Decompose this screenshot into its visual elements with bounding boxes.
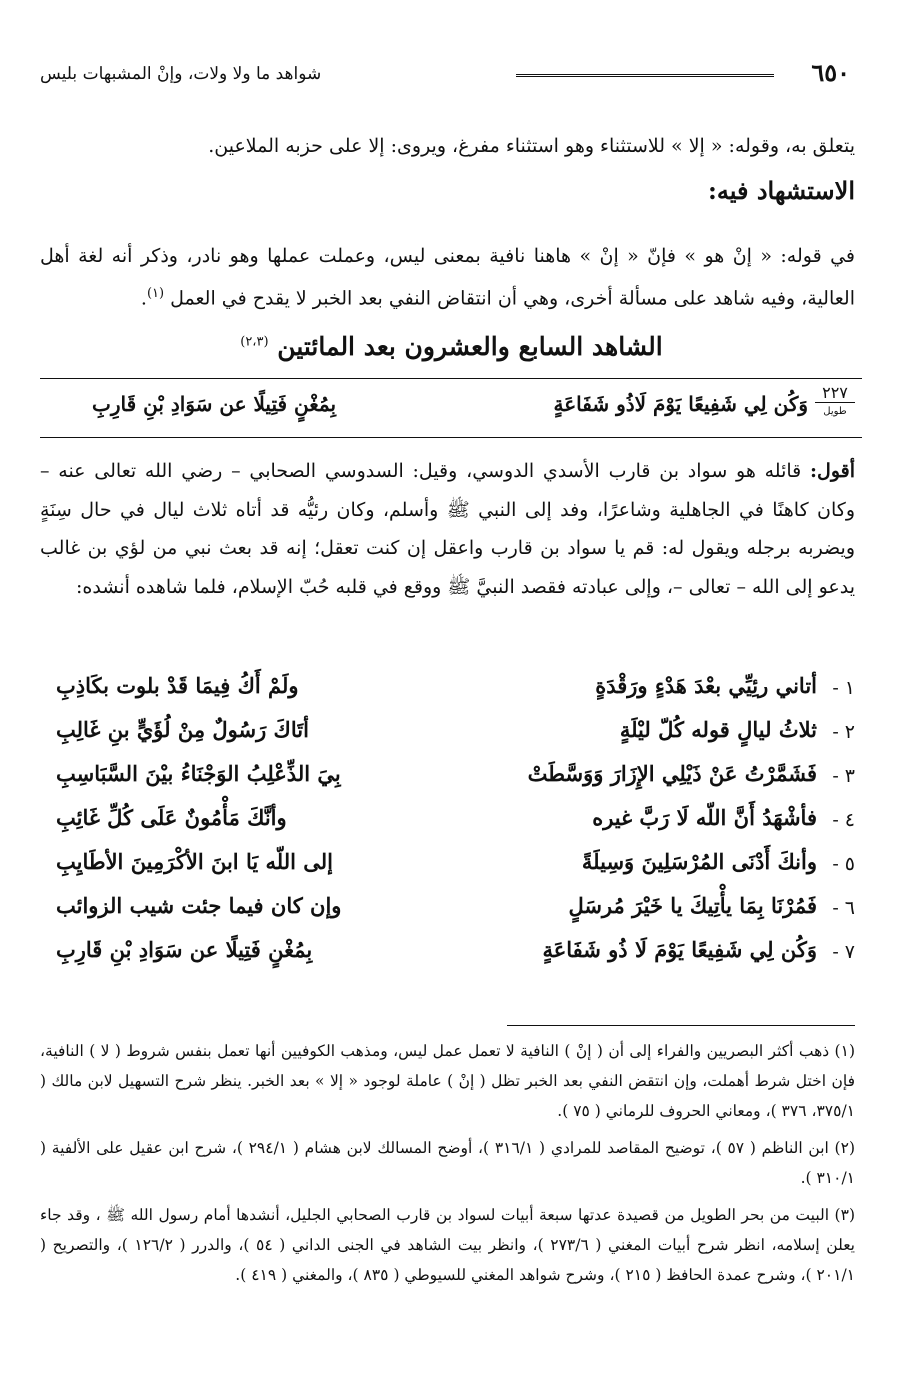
verse-number [815, 385, 855, 420]
poem-line-number: ٣ - [832, 765, 855, 787]
istishhad-paragraph: في قوله: « إنْ هو » فإنّ « إنْ » هاهنا نافية بمعنى ليس، وعملت عملها وهو نادر، وذكر أنه لغة أهل العالية، وفيه شاهد على مسألة أخرى، وهي أن انتقاض النفي بعد الخبر لا يقدح في العمل $^{(١)}$. [40, 245, 855, 310]
poem-line-number: ٤ - [832, 809, 855, 831]
aqul-paragraph [40, 452, 855, 606]
running-title: شواهد ما ولا ولات، وإنْ المشبهات بليس [40, 64, 322, 84]
poem-first-hemistich: فَشَمَّرْتُ عَنْ ذَيْلِي الإِزَارَ وَوَسَّطَتْ [527, 761, 817, 786]
meter-label: طويل [815, 402, 855, 420]
istishhad-text: في قوله: « إنْ هو » فإنّ « إنْ » هاهنا نافية بمعنى ليس، وعملت عملها وهو نادر، وذكر أنه لغة أهل العالية، وفيه شاهد على مسألة أخرى، وهي أن انتقاض النفي بعد الخبر لا يقدح في العمل [40, 245, 855, 310]
poem-first-hemistich: وأنكَ أَدْنَى المُرْسَلِينَ وَسِيلَةً [581, 849, 817, 874]
footnote-1: (١) ذهب أكثر البصريين والفراء إلى أن ( إنْ ) النافية لا تعمل عمل ليس، ومذهب الكوفيين أنها تعمل بنفس شروط ( لا ) النافية، فإن اختل شرط أهملت، وإن انتقض النفي بعد الخبر تظل ( إنْ ) عاملة لوجود « إلا » بعد الخبر. ينظر شرح التسهيل لابن مالك ( ٣٧٥/١، ٣٧٦ )، ومعاني الحروف للرماني ( ٧٥ ). [40, 1042, 855, 1120]
shahid-title-text: الشاهد السابع والعشرون بعد المائتين [277, 332, 663, 361]
footnote-ref-1: (١) [146, 286, 165, 301]
poem-first-hemistich: ثلاثُ ليالٍ قوله كُلّ ليْلَةٍ [619, 717, 817, 742]
header-rule [516, 74, 774, 80]
aqul-text: قائله هو سواد بن قارب الأسدي الدوسي، وقيل: السدوسي الصحابي – رضي الله تعالى عنه – وكان كاهنًا في الجاهلية وشاعرًا، وفد إلى النبي ﷺ وأسلم، وكان رئيُّه قد أتاه ثلاث ليال في حال سِنَةٍ ويضربه برجله ويقول له: قم يا سواد بن قارب واعقل إن كنت تعقل؛ إنه قد بعث نبي من لؤي بن غالب يدعو إلى الله – تعالى –، وإلى عبادته فقصد النبيَّ ﷺ ووقع في قلبه حُبّ الإسلام، فلما شاهده أنشده: [40, 460, 855, 598]
poem-line [40, 805, 855, 845]
poem-second-hemistich: ولَمْ أَكُ فِيمَا قَدْ بلوت بكَاذِبِ [56, 673, 299, 698]
poem-first-hemistich: فأشْهَدُ أَنَّ اللّه لَا رَبَّ غيره [592, 805, 817, 830]
poem-second-hemistich: أتَاكَ رَسُولٌ مِنْ لُؤَيٍّ بنِ غَالِبِ [56, 717, 309, 742]
poem-first-hemistich: أتاني رئِيِّي بعْدَ هَدْءٍ ورَقْدَةٍ [595, 673, 817, 698]
footnote-rule [507, 1025, 855, 1026]
poem-second-hemistich: إلى اللّه يَا ابنَ الأكْرَمِينَ الأطَايِبِ [56, 849, 333, 874]
poem-line [40, 937, 855, 977]
poem-line [40, 761, 855, 801]
footnote-3: (٣) البيت من بحر الطويل من قصيدة عدتها سبعة أبيات لسواد بن قارب الصحابي الجليل، أنشدها أمام رسول الله ﷺ ، وقد جاء يعلن إسلامه، انظر شرح أبيات المغني ( ٢٧٣/٦ )، وانظر بيت الشاهد في الجنى الداني ( ٥٤ )، والدرر ( ١٢٦/٢ )، والتصريح ( ٢٠١/١ )، وشرح عمدة الحافظ ( ٢١٥ )، وشرح شواهد المغني للسيوطي ( ٨٣٥ )، والمغني ( ٤١٩ ). [40, 1206, 855, 1284]
poem-line-number: ١ - [832, 677, 855, 699]
running-header [40, 60, 850, 96]
verse-second-hemistich: بِمُغْنٍ فَتِيلًا عن سَوَادِ بْنِ قَارِبِ [92, 392, 337, 416]
intro-paragraph: يتعلق به، وقوله: « إلا » للاستثناء وهو استثناء مفرغ، ويروى: إلا على حزبه الملاعين. [208, 135, 855, 157]
poem-second-hemistich: بِيَ الذِّعْلِبُ الوَجْنَاءُ بيْنَ السَّبَاسِبِ [56, 761, 341, 786]
verse-bottom-rule [40, 437, 862, 438]
footnote-ref-2-3: (٢،٣) [240, 334, 269, 350]
poem-first-hemistich: فَمُرْنَا بِمَا يأْتِيكَ يا خَيْرَ مُرسَلٍ [568, 893, 817, 918]
verse-top-rule [40, 378, 862, 379]
poem-line [40, 893, 855, 933]
poem-second-hemistich: وإن كان فيما جئت شيب الزوائب [56, 893, 342, 918]
aqul-label: أقول: [810, 460, 855, 482]
poem-line [40, 849, 855, 889]
poem-line [40, 717, 855, 757]
verse-number-value: ٢٢٧ [822, 383, 848, 402]
poem-line [40, 673, 855, 713]
poem-first-hemistich: وَكُن لِي شَفِيعًا يَوْمَ لَا ذُو شَفَاعَةٍ [542, 937, 817, 962]
poem-line-number: ٦ - [832, 897, 855, 919]
page-number: ٦٥٠ [811, 58, 850, 87]
poem-line-number: ٥ - [832, 853, 855, 875]
section-heading: الاستشهاد فيه: [708, 176, 855, 205]
footnote-2: (٢) ابن الناظم ( ٥٧ )، توضيح المقاصد للمرادي ( ٣١٦/١ )، أوضح المسالك لابن هشام ( ٢٩٤/١ )، شرح ابن عقيل على الألفية ( ٣١٠/١ ). [40, 1139, 855, 1187]
verse-first-hemistich: وَكُن لِي شَفِيعًا يَوْمَ لَاذُو شَفَاعَةٍ [553, 392, 808, 416]
poem-line-number: ٢ - [832, 721, 855, 743]
shahid-title [0, 332, 903, 361]
poem-second-hemistich: وأنَّكَ مَأْمُونٌ عَلَى كُلِّ غَائِبِ [56, 805, 287, 830]
poem-line-number: ٧ - [832, 941, 855, 963]
poem-second-hemistich: بِمُغْنٍ فَتِيلًا عن سَوَادِ بْنِ قَارِبِ [56, 937, 313, 962]
